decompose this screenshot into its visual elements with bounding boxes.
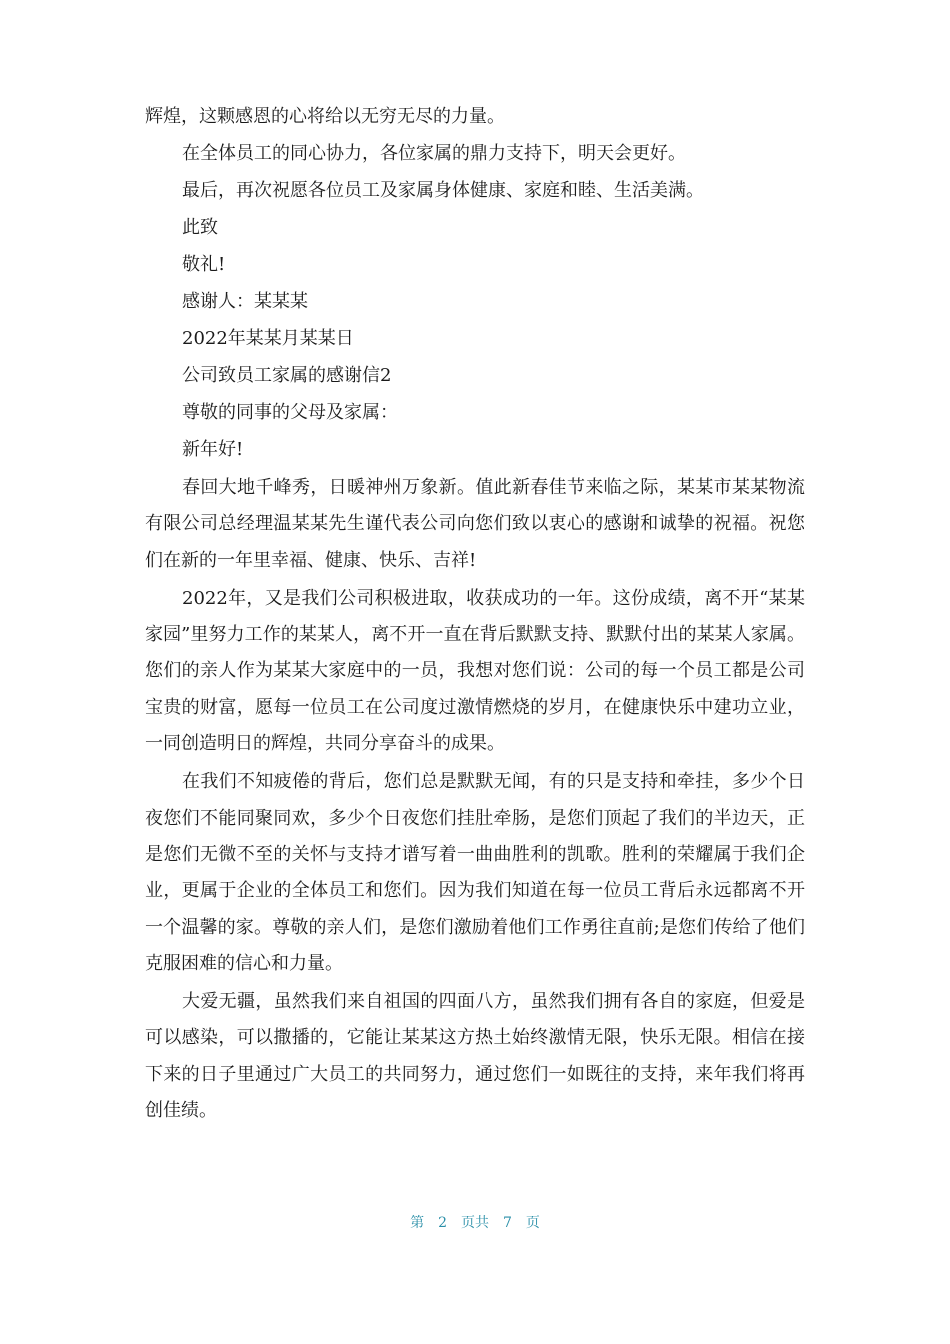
closing-regards: 敬礼!: [182, 254, 226, 275]
footer-current-page: 2: [438, 1215, 447, 1231]
paragraph-family-support: 在我们不知疲倦的背后，您们总是默默无闻，有的只是支持和牵挂，多少个日夜您们不能同聚同欢，多少个日夜您们挂肚牵肠，是您们顶起了我们的半边天，正是您们无微不至的关怀与支持才谱写着一曲曲胜利的凯歌。胜利的荣耀属于我们企业，更属于企业的全体员工和您们。因为我们知道在每一位员工背后永远都离不开一个温馨的家。尊敬的亲人们，是您们激励着他们工作勇往直前;是您们传给了他们克服困难的信心和力量。: [145, 771, 805, 974]
date-line: 2022年某某月某某日: [182, 328, 354, 349]
footer-prefix: 第: [410, 1215, 425, 1231]
signature-line: 感谢人：某某某: [182, 291, 308, 312]
document-body: [145, 98, 805, 1129]
paragraph-great-love: 大爱无疆，虽然我们来自祖国的四面八方，虽然我们拥有各自的家庭，但爱是可以感染，可以撒播的，它能让某某这方热土始终激情无限，快乐无限。相信在接下来的日子里通过广大员工的共同努力，通过您们一如既往的支持，来年我们将再创佳绩。: [145, 991, 805, 1122]
letter-title: 公司致员工家属的感谢信2: [182, 365, 392, 386]
closing-salutation: 此致: [182, 217, 218, 238]
footer-middle: 页共: [461, 1215, 489, 1231]
text-line-continuation: 辉煌，这颗感恩的心将给以无穷无尽的力量。: [145, 106, 505, 127]
new-year-greeting: 新年好!: [182, 439, 244, 460]
text-line-final-wishes: 最后，再次祝愿各位员工及家属身体健康、家庭和睦、生活美满。: [182, 180, 704, 201]
text-line-better-tomorrow: 在全体员工的同心协力，各位家属的鼎力支持下，明天会更好。: [182, 143, 686, 164]
letter-greeting: 尊敬的同事的父母及家属：: [182, 402, 398, 423]
footer-suffix: 页: [525, 1215, 540, 1231]
paragraph-year-review: 2022年，又是我们公司积极进取，收获成功的一年。这份成绩，离不开“某某家园”里努力工作的某某人，离不开一直在背后默默支持、默默付出的某某人家属。您们的亲人作为某某大家庭中的一员，我想对您们说：公司的每一个员工都是公司宝贵的财富，愿每一位员工在公司度过激情燃烧的岁月，在健康快乐中建功立业，一同创造明日的辉煌，共同分享奋斗的成果。: [145, 587, 805, 755]
paragraph-spring-wishes: 春回大地千峰秀，日暖神州万象新。值此新春佳节来临之际，某某市某某物流有限公司总经理温某某先生谨代表公司向您们致以衷心的感谢和诚挚的祝福。祝您们在新的一年里幸福、健康、快乐、吉祥!: [145, 477, 805, 571]
page-footer: [0, 1212, 950, 1232]
footer-total-pages: 7: [503, 1215, 512, 1231]
